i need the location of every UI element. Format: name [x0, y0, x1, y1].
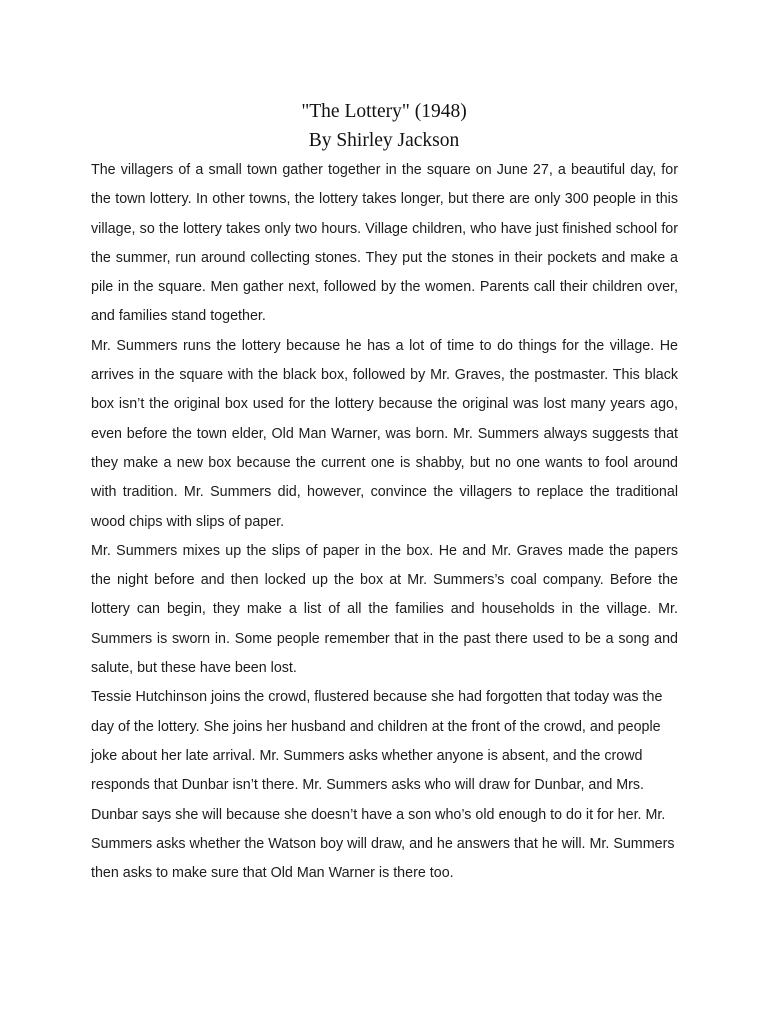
paragraph-3: Mr. Summers mixes up the slips of paper in the box. He and Mr. Graves made the papers the night before and then locked up the box at Mr. Summers’s coal company. Before the lottery can begin, they make a list of all the families and households in the village. Mr. Summers is sworn in. Some people remember that in the past there used to be a song and salute, but these have been lost.: [91, 542, 678, 677]
document-title: "The Lottery" (1948): [301, 101, 467, 122]
paragraph-4: Tessie Hutchinson joins the crowd, flustered because she had forgotten that today was the day of the lottery. She joins her husband and children at the front of the crowd, and people joke about her late arrival. Mr. Summers asks whether anyone is absent, and the crowd responds that Dunbar isn’t there. Mr. Summers asks who will draw for Dunbar, and Mrs. Dunbar says she will because she doesn’t have a son who’s old enough to do it for her. Mr. Summers asks whether the Watson boy will draw, and he answers that he will. Mr. Summers then asks to make sure that Old Man Warner is there too.: [91, 689, 675, 882]
paragraph-2: Mr. Summers runs the lottery because he has a lot of time to do things for the village. He arrives in the square with the black box, followed by Mr. Graves, the postmaster. This black box isn’t the original box used for the lottery because the original was lost many years ago, even before the town elder, Old Man Warner, was born. Mr. Summers always suggests that they make a new box because the current one is shabby, but no one wants to fool around with tradition. Mr. Summers did, however, convince the villagers to replace the traditional wood chips with slips of paper.: [91, 337, 678, 530]
paragraph-1: The villagers of a small town gather together in the square on June 27, a beautiful day, for the town lottery. In other towns, the lottery takes longer, but there are only 300 people in this village, so the lottery takes only two hours. Village children, who have just finished school for the summer, run around collecting stones. They put the stones in their pockets and make a pile in the square. Men gather next, followed by the women. Parents call their children over, and families stand together.: [91, 162, 678, 325]
author-byline: By Shirley Jackson: [308, 130, 460, 151]
title-block: [0, 97, 768, 155]
document-body: [91, 156, 678, 888]
